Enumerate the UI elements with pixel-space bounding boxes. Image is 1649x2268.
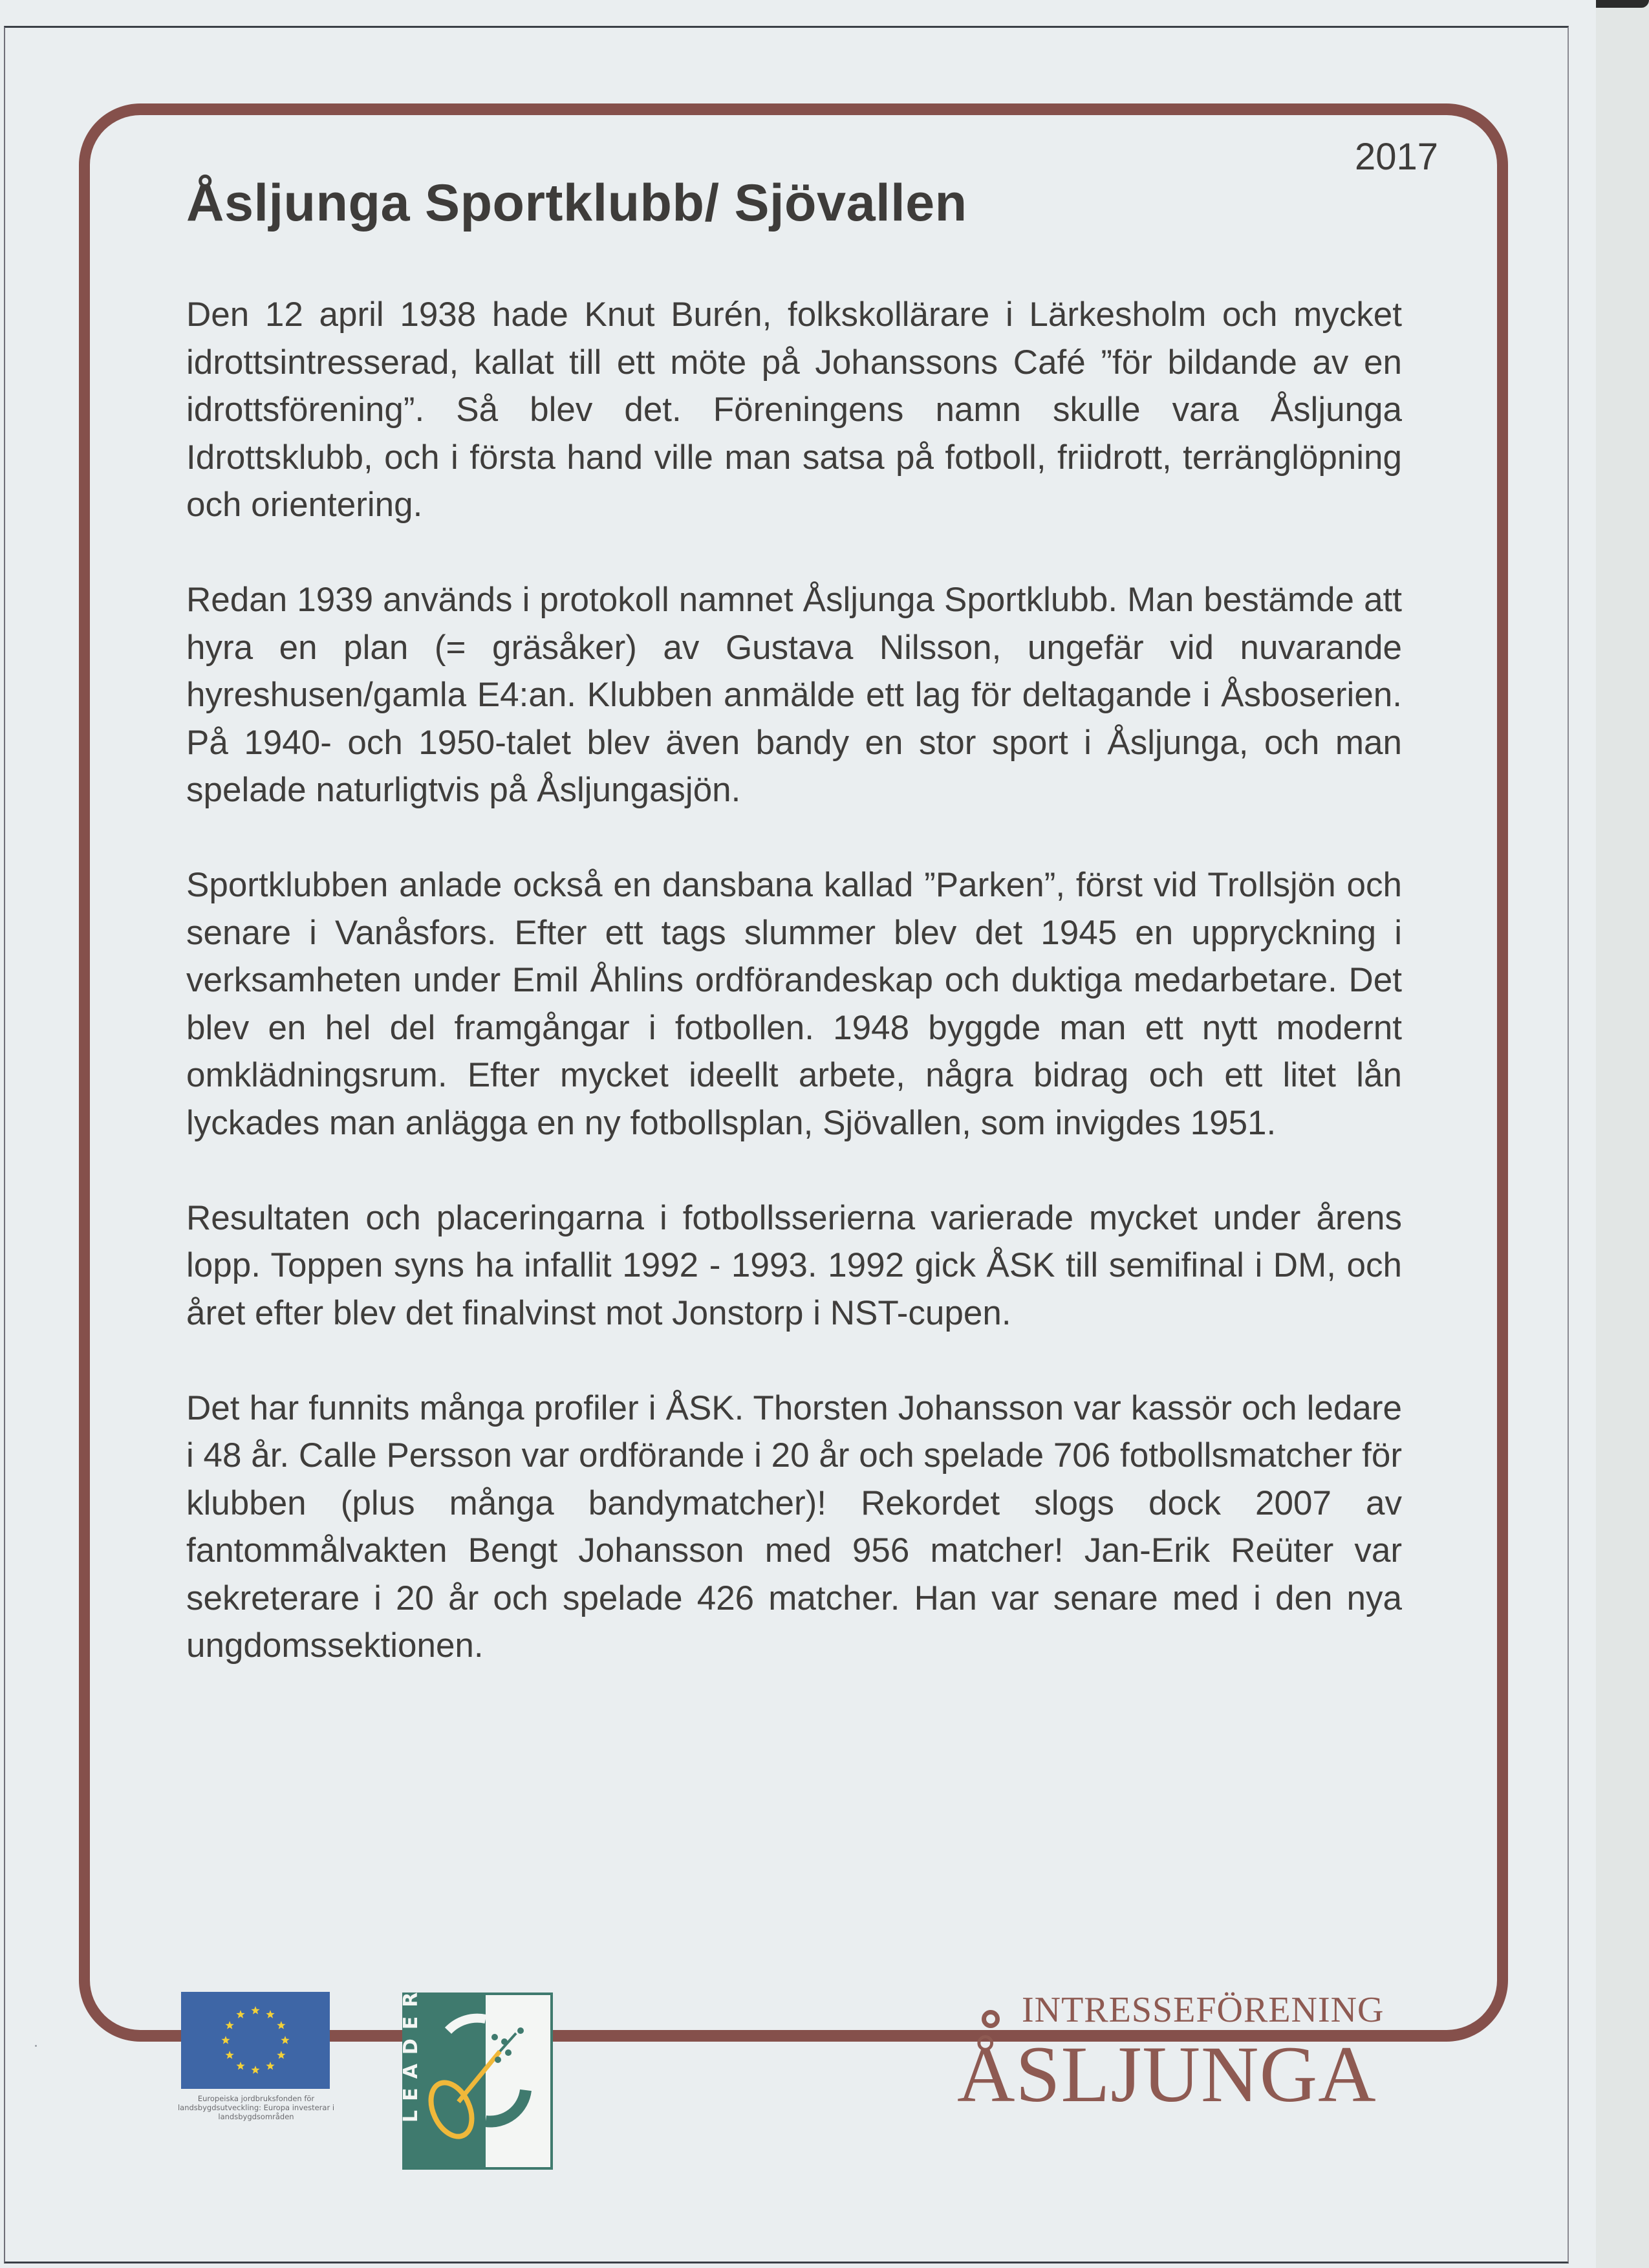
paragraph-profiles: Det har funnits många profiler i ÅSK. Thorsten Johansson var kassör och ledare i 48 år. Calle Persson var ordförande i 20 år och spelade 706 fotbollsmatcher för klubben (plus många bandymatcher)! Rekordet slogs dock 2007 av fantommålvakten Bengt Johansson med 956 matcher! Jan-Erik Reüter var sekreterare i 20 år och spelade 426 matcher. Han var senare med i den nya ungdomssektionen.	[186, 1388, 1402, 1665]
eu-star-icon	[236, 2010, 244, 2018]
leader-logo-icon	[400, 1983, 552, 2169]
document-title: Åsljunga Sportklubb/ Sjövallen	[186, 174, 967, 232]
paragraph-parken: Sportklubben anlade också en dansbana kallad ”Parken”, först vid Trollsjön och senare i Vanåsfors. Efter ett tags slummer blev det 1945 en uppryckning i verksamheten under Emil Åhlins ordförandeskap och duktiga medarbetare. Det blev en hel del framgångar i fotbollen. 1948 byggde man ett nytt modernt omklädningsrum. Efter mycket ideellt arbete, några bidrag och ett litet lån lyckades man anlägga en ny fotbollsplan, Sjövallen, som invigdes 1951.	[186, 866, 1402, 1142]
eu-star-icon	[226, 2051, 234, 2059]
eu-star-icon	[226, 2021, 234, 2029]
eu-star-icon	[221, 2036, 230, 2044]
eu-star-icon	[266, 2010, 274, 2018]
eu-star-icon	[251, 2066, 259, 2074]
eu-fund-caption: Europeiska jordbruksfonden för landsbygdsutveckling: Europa investerar i landsbygdsområden	[177, 2094, 335, 2121]
ring-above-a-icon	[982, 2010, 1000, 2028]
eu-star-icon	[236, 2062, 244, 2070]
scanner-edge-shadow	[1596, 0, 1649, 8]
paragraph-1939: Redan 1939 används i protokoll namnet Åsljunga Sportklubb. Man bestämde att hyra en plan (= gräsåker) av Gustava Nilsson, ungefär vid nuvarande hyreshusen/gamla E4:an. Klubben anmälde ett lag för deltagande i Åsboserien. På 1940- och 1950-talet blev även bandy en stor sport i Åsljunga, och man spelade naturligtvis på Åsljungasjön.	[186, 581, 1402, 809]
document-year: 2017	[1355, 136, 1439, 178]
leader-logo-text: LEADER	[400, 1983, 422, 2122]
org-logo-line2: ÅSLJUNGA	[957, 2030, 1377, 2119]
eu-star-icon	[277, 2051, 285, 2059]
scan-speck	[35, 2045, 37, 2047]
org-logo-line1: INTRESSEFÖRENING	[1022, 1990, 1385, 2030]
paragraph-founding: Den 12 april 1938 hade Knut Burén, folkskollärare i Lärkesholm och mycket idrottsintresserad, kallat till ett möte på Johanssons Café ”för bildande av en idrottsförening”. Så blev det. Föreningens namn skulle vara Åsljunga Idrottsklubb, och i första hand ville man satsa på fotboll, friidrott, terränglöpning och orientering.	[186, 296, 1402, 524]
scanner-edge	[1596, 0, 1649, 2268]
eu-star-icon	[266, 2062, 274, 2070]
eu-star-icon	[251, 2006, 259, 2014]
paragraph-results: Resultaten och placeringarna i fotbollsserierna varierade mycket under årens lopp. Toppen syns ha infallit 1992 - 1993. 1992 gick ÅSK till semifinal i DM, och året efter blev det finalvinst mot Jonstorp i NST-cupen.	[186, 1198, 1402, 1332]
intresseforening-asljunga-logo	[944, 1990, 1474, 2119]
document-body	[186, 291, 1402, 1717]
eu-star-icon	[277, 2021, 285, 2029]
eu-star-icon	[281, 2036, 289, 2044]
eu-flag-icon	[181, 1992, 330, 2089]
